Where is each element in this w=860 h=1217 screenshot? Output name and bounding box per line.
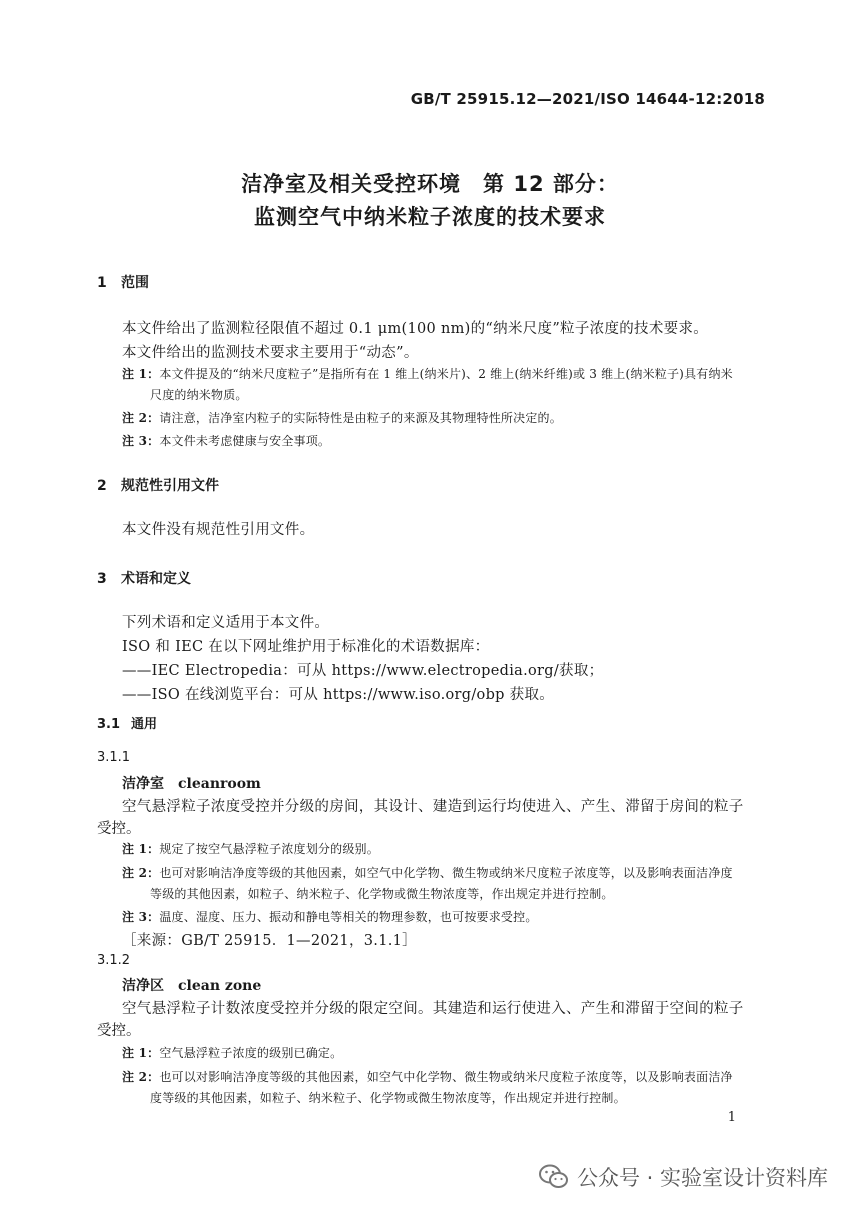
section-title: 规范性引用文件 [121, 478, 219, 494]
subsection-3-1-heading [97, 713, 157, 732]
note-label: 注 1： [122, 842, 160, 856]
term-definition: 空气悬浮粒子计数浓度受控并分级的限定空间。其建造和运行使进入、产生和滞留于空间的粒子 [122, 1001, 744, 1017]
term-en: cleanroom [178, 776, 261, 792]
section-3-heading [97, 568, 191, 588]
term-zh: 洁净区 [122, 978, 164, 994]
section-title: 术语和定义 [121, 571, 191, 587]
note-label: 注 2： [122, 866, 160, 880]
note [122, 908, 538, 925]
note-label: 注 3： [122, 434, 160, 448]
term-en: clean zone [178, 978, 262, 994]
section-title: 范围 [121, 275, 149, 291]
paragraph: 本文件没有规范性引用文件。 [122, 522, 315, 538]
watermark-text: 公众号 · 实验室设计资料库 [576, 1166, 828, 1190]
note [122, 432, 330, 449]
note-text: 温度、湿度、压力、振动和静电等相关的物理参数，也可按要求受控。 [159, 910, 538, 924]
note-text: 本文件未考虑健康与安全事项。 [159, 434, 331, 448]
note-label: 注 1： [122, 367, 160, 381]
note [122, 409, 562, 426]
section-number: 3 [97, 571, 107, 587]
section-number: 1 [97, 275, 107, 291]
term-number: 3.1.2 [97, 953, 131, 968]
note-text: 请注意，洁净室内粒子的实际特性是由粒子的来源及其物理特性所决定的。 [159, 411, 562, 425]
source-reference: ［来源：GB/T 25915．1—2021，3.1.1］ [122, 933, 417, 949]
note-label: 注 2： [122, 411, 160, 425]
section-2-heading [97, 475, 219, 495]
note-continuation: 度等级的其他因素，如粒子、纳米粒子、化学物或微生物浓度等，作出规定并进行控制。 [150, 1091, 626, 1105]
term-number: 3.1.1 [97, 750, 131, 765]
note-label: 注 1： [122, 1046, 160, 1060]
section-number: 2 [97, 478, 107, 494]
note-continuation: 等级的其他因素，如粒子、纳米粒子、化学物或微生物浓度等，作出规定并进行控制。 [150, 887, 614, 901]
note [122, 1068, 733, 1085]
standard-code: GB/T 25915.12—2021/ISO 14644-12:2018 [410, 90, 765, 108]
wechat-icon [539, 1164, 569, 1190]
page-number: 1 [727, 1110, 736, 1125]
term-title [122, 975, 261, 995]
term-definition-continuation: 受控。 [97, 1023, 141, 1039]
note [122, 365, 733, 382]
subsection-title: 通用 [131, 717, 158, 732]
note-text: 也可对影响洁净度等级的其他因素，如空气中化学物、微生物或纳米尺度粒子浓度等，以及影响表面洁净度 [159, 866, 733, 880]
term-definition-continuation: 受控。 [97, 821, 141, 837]
paragraph: 本文件给出的监测技术要求主要用于“动态”。 [122, 345, 419, 361]
paragraph: 本文件给出了监测粒径限值不超过 0.1 μm(100 nm)的“纳米尺度”粒子浓度的技术要求。 [122, 321, 709, 337]
list-item: ——ISO 在线浏览平台：可从 https://www.iso.org/obp 获取。 [122, 687, 555, 703]
term-zh: 洁净室 [122, 776, 164, 792]
note-text: 也可以对影响洁净度等级的其他因素，如空气中化学物、微生物或纳米尺度粒子浓度等，以及影响表面洁净 [159, 1070, 733, 1084]
paragraph: ISO 和 IEC 在以下网址维护用于标准化的术语数据库： [122, 639, 490, 655]
document-title-line-2: 监测空气中纳米粒子浓度的技术要求 [254, 205, 606, 229]
term-definition: 空气悬浮粒子浓度受控并分级的房间，其设计、建造到运行均使进入、产生、滞留于房间的粒子 [122, 799, 744, 815]
note-text: 本文件提及的“纳米尺度粒子”是指所有在 1 维上(纳米片)、2 维上(纳米纤维)或 3 维上(纳米粒子)具有纳米 [159, 367, 733, 381]
term-title [122, 773, 261, 793]
note-text: 空气悬浮粒子浓度的级别已确定。 [159, 1046, 343, 1060]
note-text: 规定了按空气悬浮粒子浓度划分的级别。 [159, 842, 379, 856]
note-continuation: 尺度的纳米物质。 [150, 388, 248, 402]
watermark [539, 1162, 828, 1192]
note [122, 864, 733, 881]
list-item: ——IEC Electropedia：可从 https://www.electropedia.org/获取； [122, 663, 604, 679]
paragraph: 下列术语和定义适用于本文件。 [122, 615, 330, 631]
document-title-line-1: 洁净室及相关受控环境 第 12 部分： [241, 172, 619, 196]
note [122, 840, 379, 857]
section-1-heading [97, 272, 149, 292]
note-label: 注 3： [122, 910, 160, 924]
note [122, 1044, 342, 1061]
note-label: 注 2： [122, 1070, 160, 1084]
subsection-number: 3.1 [97, 717, 121, 732]
